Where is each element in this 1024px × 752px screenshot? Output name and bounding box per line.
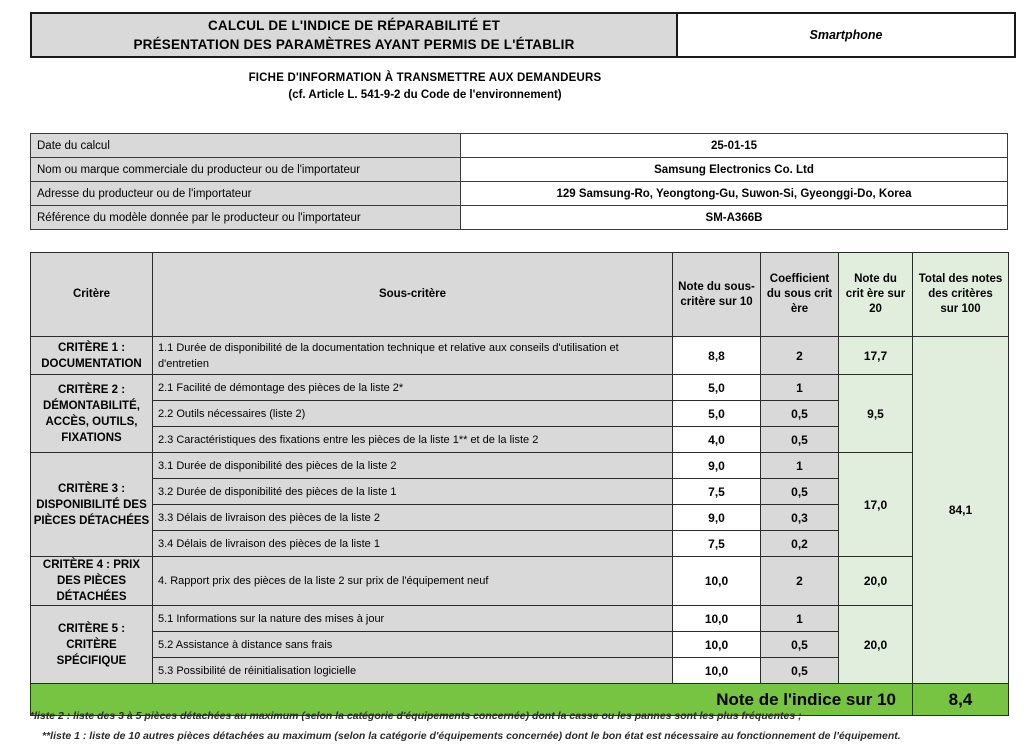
table-row — [31, 375, 1009, 401]
subcriterion-coefficient: 1 — [761, 375, 839, 401]
table-row — [31, 134, 1008, 158]
subcriterion-coefficient: 2 — [761, 337, 839, 375]
criterion-score-20: 17,0 — [839, 453, 913, 557]
footnote-liste-1: **liste 1 : liste de 10 autres pièces détachées au maximum (selon la catégorie d'équipements concernée) dont le bon état est nécessaire au fonctionnement de l'équipement. — [42, 730, 901, 742]
subcriterion-coefficient: 0,5 — [761, 401, 839, 427]
subcriterion-label: 5.3 Possibilité de réinitialisation logicielle — [153, 658, 673, 684]
subcriterion-score: 7,5 — [673, 531, 761, 557]
scoring-table-head — [31, 253, 1009, 337]
subcriterion-label: 2.1 Facilité de démontage des pièces de la liste 2* — [153, 375, 673, 401]
final-index-value: 8,4 — [913, 684, 1009, 716]
subcriterion-score: 10,0 — [673, 632, 761, 658]
criterion-label-2 — [31, 375, 153, 453]
criterion-label-text: CRITÈRE 5 : CRITÈRE SPÉCIFIQUE — [56, 622, 127, 667]
criterion-score-20: 9,5 — [839, 375, 913, 453]
info-label-model: Référence du modèle donnée par le producteur ou l'importateur — [31, 206, 461, 230]
subcriterion-coefficient: 0,5 — [761, 632, 839, 658]
criterion-label-text: CRITÈRE 1 : DOCUMENTATION — [41, 341, 142, 370]
info-label-address: Adresse du producteur ou de l'importateur — [31, 182, 461, 206]
table-header-row — [31, 253, 1009, 337]
criterion-score-20: 17,7 — [839, 337, 913, 375]
info-value-address: 129 Samsung-Ro, Yeongtong-Gu, Suwon-Si, Gyeonggi-Do, Korea — [461, 182, 1008, 206]
criterion-label-4 — [31, 557, 153, 606]
subcriterion-coefficient: 1 — [761, 453, 839, 479]
document-title — [32, 14, 678, 56]
subcriterion-score: 5,0 — [673, 401, 761, 427]
subtitle — [30, 70, 820, 104]
scoring-table — [30, 252, 1009, 716]
device-category: Smartphone — [678, 14, 1014, 56]
subcriterion-coefficient: 2 — [761, 557, 839, 606]
table-row — [31, 182, 1008, 206]
criterion-label-text: CRITÈRE 3 : DISPONIBILITÉ DES PIÈCES DÉTACHÉES — [33, 482, 150, 527]
info-value-date: 25-01-15 — [461, 134, 1008, 158]
subcriterion-coefficient: 0,5 — [761, 658, 839, 684]
info-label-date: Date du calcul — [31, 134, 461, 158]
subcriterion-label: 2.2 Outils nécessaires (liste 2) — [153, 401, 673, 427]
subtitle-line1: FICHE D'INFORMATION À TRANSMETTRE AUX DEMANDEURS — [248, 72, 602, 84]
subcriterion-score: 10,0 — [673, 658, 761, 684]
info-value-model: SM-A366B — [461, 206, 1008, 230]
table-row — [31, 337, 1009, 375]
criterion-label-1 — [31, 337, 153, 375]
subcriterion-label: 3.2 Durée de disponibilité des pièces de la liste 1 — [153, 479, 673, 505]
subcriterion-score: 9,0 — [673, 505, 761, 531]
subcriterion-label: 5.2 Assistance à distance sans frais — [153, 632, 673, 658]
table-row — [31, 606, 1009, 632]
document-title-line1: CALCUL DE L'INDICE DE RÉPARABILITÉ ET — [207, 18, 501, 33]
subtitle-line2: (cf. Article L. 541-9-2 du Code de l'environnement) — [288, 89, 562, 101]
subcriterion-label: 1.1 Durée de disponibilité de la documentation technique et relative aux conseils d'utilisation et d'entretien — [153, 337, 673, 375]
subcriterion-label: 3.3 Délais de livraison des pièces de la liste 2 — [153, 505, 673, 531]
subcriterion-coefficient: 1 — [761, 606, 839, 632]
footnotes — [30, 706, 1010, 746]
criterion-label-text: CRITÈRE 4 : PRIX DES PIÈCES DÉTACHÉES — [42, 559, 141, 603]
subcriterion-score: 9,0 — [673, 453, 761, 479]
subcriterion-label: 3.1 Durée de disponibilité des pièces de la liste 2 — [153, 453, 673, 479]
table-row — [31, 206, 1008, 230]
subcriterion-label: 3.4 Délais de livraison des pièces de la liste 1 — [153, 531, 673, 557]
table-row — [31, 158, 1008, 182]
criterion-score-20: 20,0 — [839, 606, 913, 684]
subcriterion-coefficient: 0,5 — [761, 479, 839, 505]
info-label-producer: Nom ou marque commerciale du producteur ou de l'importateur — [31, 158, 461, 182]
subcriterion-score: 7,5 — [673, 479, 761, 505]
info-value-producer: Samsung Electronics Co. Ltd — [461, 158, 1008, 182]
subcriterion-label: 4. Rapport prix des pièces de la liste 2 sur prix de l'équipement neuf — [153, 557, 673, 606]
subcriterion-coefficient: 0,3 — [761, 505, 839, 531]
title-band — [30, 12, 1016, 58]
subcriterion-score: 8,8 — [673, 337, 761, 375]
header-subcriterion: Sous-critère — [153, 253, 673, 337]
scoring-table-body — [31, 337, 1009, 716]
producer-info-body — [31, 134, 1008, 230]
header-criterion: Critère — [31, 253, 153, 337]
criterion-score-20: 20,0 — [839, 557, 913, 606]
criterion-label-5 — [31, 606, 153, 684]
header-coefficient: Coefficient du sous crit ère — [761, 253, 839, 337]
subcriterion-score: 10,0 — [673, 557, 761, 606]
subcriterion-label: 2.3 Caractéristiques des fixations entre les pièces de la liste 1** et de la liste 2 — [153, 427, 673, 453]
subcriterion-label: 5.1 Informations sur la nature des mises à jour — [153, 606, 673, 632]
subcriterion-score: 10,0 — [673, 606, 761, 632]
header-total: Total des notes des critères sur 100 — [913, 253, 1009, 337]
subcriterion-coefficient: 0,5 — [761, 427, 839, 453]
producer-info-table — [30, 133, 1008, 230]
table-row — [31, 453, 1009, 479]
total-score-100: 84,1 — [913, 337, 1009, 684]
table-row — [31, 557, 1009, 606]
footnote-liste-2: *liste 2 : liste des 3 à 5 pièces détachées au maximum (selon la catégorie d'équipements concernée) dont la casse ou les pannes sont les plus fréquentes ; — [30, 710, 802, 722]
criterion-label-text: CRITÈRE 2 : DÉMONTABILITÉ, ACCÈS, OUTILS, FIXATIONS — [43, 383, 140, 444]
subcriterion-coefficient: 0,2 — [761, 531, 839, 557]
criterion-label-3 — [31, 453, 153, 557]
header-note-subcriterion: Note du sous-critère sur 10 — [673, 253, 761, 337]
final-index-label: Note de l'indice sur 10 — [31, 684, 913, 716]
header-note-criterion: Note du crit ère sur 20 — [839, 253, 913, 337]
subcriterion-score: 5,0 — [673, 375, 761, 401]
document-title-line2: PRÉSENTATION DES PARAMÈTRES AYANT PERMIS DE L'ÉTABLIR — [133, 37, 575, 52]
subcriterion-score: 4,0 — [673, 427, 761, 453]
